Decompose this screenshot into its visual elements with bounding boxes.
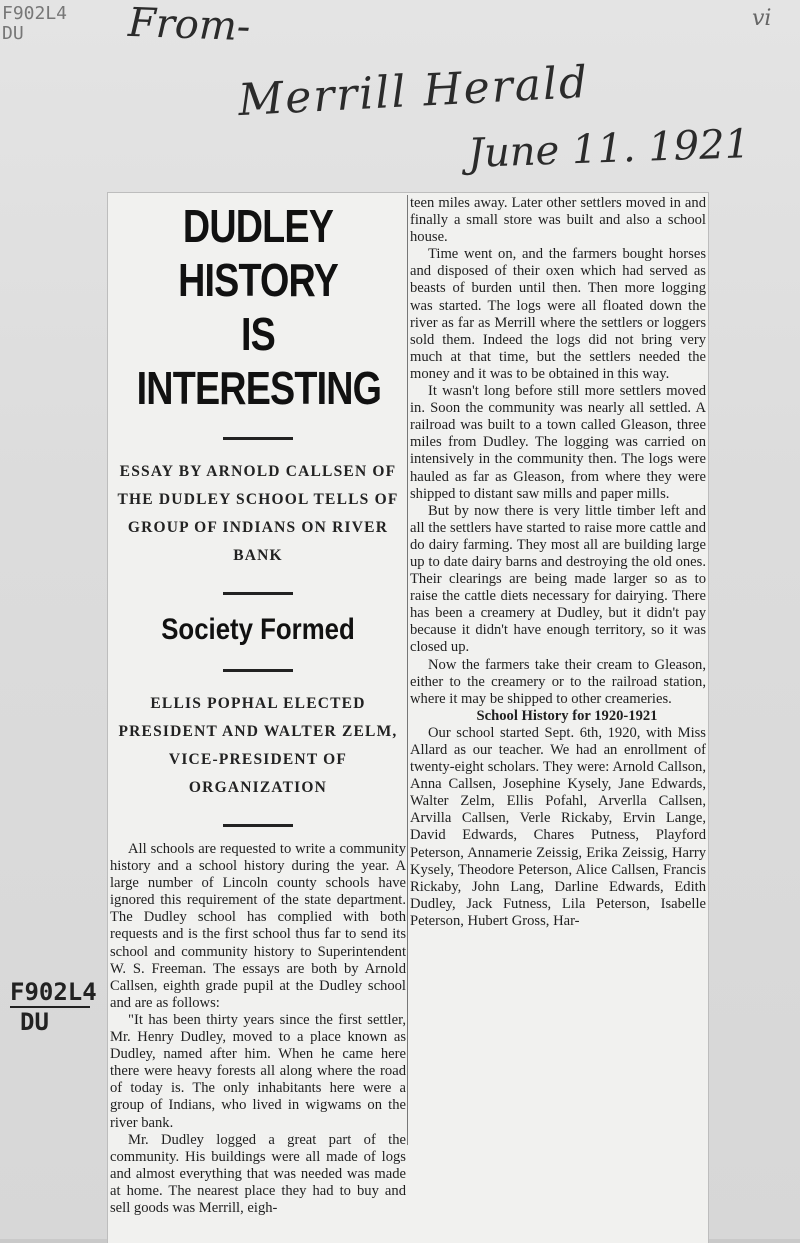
divider-rule	[223, 669, 293, 672]
section-heading: School History for 1920-1921	[476, 707, 658, 724]
archive-stamp	[10, 978, 104, 1036]
paragraph-continuation: teen miles away. Later other settlers moved in and finally a small store was built and also a school house.	[410, 195, 706, 246]
headline-line-2: IS INTERESTING	[136, 308, 382, 414]
paragraph: Now the farmers take their cream to Gleason, either to the creamery or to the railroad station, where it may be shipped to other creameries.	[410, 656, 706, 707]
right-body	[410, 195, 706, 930]
left-column	[110, 195, 406, 1217]
paragraph: It wasn't long before still more settlers moved in. Soon the community was nearly all settled. A railroad was built to a town called Gleason, three miles from Dudley. The logging was carried on intensively in the community then. The logs were hauled as far as Gleason, from where they were shipped to distant saw mills and paper mills.	[410, 383, 706, 502]
column-rule	[407, 195, 408, 1145]
handwritten-newspaper-name: Merrill Herald	[236, 56, 591, 127]
handwritten-date: June 11. 1921	[467, 121, 751, 177]
corner-tag-line-1: F902L4	[2, 3, 68, 24]
paragraph: Mr. Dudley logged a great part of the community. His buildings were all made of logs and almost everything that was needed was made at home. The nearest place they had to buy and sell goods was Merrill, eigh-	[110, 1131, 406, 1216]
corner-pencil-mark: vi	[752, 6, 772, 31]
corner-file-tag	[2, 4, 102, 44]
deck-two: ELLIS POPHAL ELECTED PRESIDENT AND WALTER ZELM, VICE-PRESIDENT OF ORGANIZATION	[118, 695, 398, 796]
left-body	[110, 841, 406, 1217]
paragraph: All schools are requested to write a community history and a school history during the year. A large number of Lincoln county schools have ignored this requirement of the state department. The Dudley school has complied with both requests and is the first school thus far to send its school and community history to Superintendent W. S. Freeman. The essays are both by Arnold Callsen, eighth grade pupil at the Dudley school and are as follows:	[110, 841, 406, 1011]
stamp-line-1: F902L4	[10, 978, 97, 1006]
paragraph: Our school started Sept. 6th, 1920, with Miss Allard as our teacher. We had an enrollment of twenty-eight scholars. They were: Arnold Callson, Anna Callsen, Josephine Kysely, Jane Edwards, Walter Zelm, Ellis Pofahl, Arverlla Callsen, Arvilla Callsen, Verle Rickaby, Ervin Lange, David Edwards, Chares Putness, Playford Peterson, Annamerie Zeissig, Erika Zeissig, Harry Kysely, Theodore Peterson, Alice Callsen, Francis Rickaby, John Lang, Darline Edwards, Edith Dudley, Jack Futness, Lila Peterson, Isabelle Peterson, Hubert Gross, Har-	[410, 724, 706, 929]
headline-line-1: DUDLEY HISTORY	[178, 200, 338, 306]
stamp-line-2: DU	[20, 1008, 49, 1036]
divider-rule	[223, 592, 293, 595]
paragraph: Time went on, and the farmers bought horses and disposed of their oxen which had served as beasts of burden until then. Then more logging was started. The logs were all floated down the river as far as Merrill where the settlers or loggers sold them. Indeed the logs did not bring very much at that time, but the settlers needed the money and it was to be obtained in this way.	[410, 246, 706, 382]
handwritten-from: From-	[127, 0, 252, 51]
paragraph: But by now there is very little timber left and all the settlers have started to raise more cattle and do dairy farming. They most all are building large up to date dairy barns and destroying the old ones. Their clearings are being made larger so as to raise the cattle diets necessary for dairying. There has been a creamery at Dudley, but it didn't pay because it didn't have enough territory, so it was closed up.	[410, 502, 706, 656]
paragraph: "It has been thirty years since the first settler, Mr. Henry Dudley, moved to a place known as Dudley, named after him. When he came here there were heavy forests all along where the road of today is. The only inhabitants here were a group of Indians, who lived in wigwams on the river bank.	[110, 1011, 406, 1131]
corner-tag-line-2: DU	[2, 23, 24, 44]
divider-rule	[223, 437, 293, 440]
deck-one: ESSAY BY ARNOLD CALLSEN OF THE DUDLEY SCHOOL TELLS OF GROUP OF INDIANS ON RIVER BANK	[117, 463, 399, 564]
right-column	[410, 195, 706, 930]
divider-rule	[223, 824, 293, 827]
subhead: Society Formed	[161, 613, 355, 646]
